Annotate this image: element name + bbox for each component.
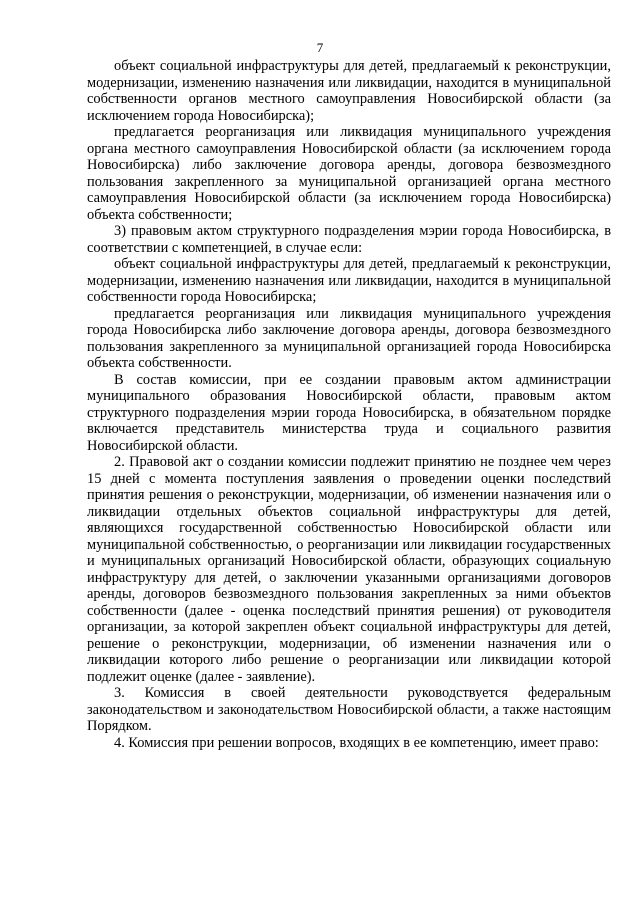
paragraph-section-3-guidance: 3. Комиссия в своей деятельности руководствуется федеральным законодательством и законодательством Новосибирской области, а также настоящим Порядком.	[87, 685, 611, 734]
page-number: 7	[316, 40, 324, 55]
paragraph-municipal-reorganization: предлагается реорганизация или ликвидация муниципального учреждения органа местного самоуправления Новосибирской области (за исключением города Новосибирска) либо заключение договора аренды, договора безвозмездного пользования закрепленного за муниципальной организацией органа местного самоуправления Новосибирской области (за исключением города Новосибирска) объекта собственности;	[87, 124, 611, 223]
paragraph-commission-composition: В состав комиссии, при ее создании правовым актом администрации муниципального образования Новосибирской области, правовым актом структурного подразделения мэрии города Новосибирска, в обязательном порядке включается представитель министерства труда и социального развития Новосибирской области.	[87, 371, 611, 454]
document-body	[87, 58, 611, 751]
paragraph-section-2-legal-act: 2. Правовой акт о создании комиссии подлежит принятию не позднее чем через 15 дней с момента поступления заявления о проведении оценки последствий принятия решения о реконструкции, модернизации, об изменении назначения или о ликвидации отдельных объектов социальной инфраструктуры для детей, являющихся государственной собственностью Новосибирской области или муниципальной собственностью, о реорганизации или ликвидации государственных и муниципальных организаций Новосибирской области, образующих социальную инфраструктуру для детей, о заключении указанными организациями договоров аренды, договоров безвозмездного пользования закрепленных за ними объектов собственности (далее - оценка последствий принятия решения) от руководителя организации, за которой закреплен объект социальной инфраструктуры для детей, решение о реконструкции, модернизации, об изменении назначения или о ликвидации которого либо решение о реорганизации или ликвидации которой подлежит оценке (далее - заявление).	[87, 454, 611, 685]
paragraph-city-object-location: объект социальной инфраструктуры для детей, предлагаемый к реконструкции, модернизации, изменению назначения или ликвидации, находится в муниципальной собственности города Новосибирска;	[87, 256, 611, 305]
paragraph-city-reorganization: предлагается реорганизация или ликвидация муниципального учреждения города Новосибирска либо заключение договора аренды, договора безвозмездного пользования закрепленного за муниципальной организацией города Новосибирска объекта собственности.	[87, 305, 611, 371]
paragraph-item-3-city-act: 3) правовым актом структурного подразделения мэрии города Новосибирска, в соответствии с компетенцией, в случае если:	[87, 223, 611, 256]
paragraph-section-4-rights: 4. Комиссия при решении вопросов, входящих в ее компетенцию, имеет право:	[114, 734, 599, 751]
paragraph-municipal-object-location: объект социальной инфраструктуры для детей, предлагаемый к реконструкции, модернизации, изменению назначения или ликвидации, находится в муниципальной собственности органов местного самоуправления Новосибирской области (за исключением города Новосибирска);	[87, 58, 611, 124]
